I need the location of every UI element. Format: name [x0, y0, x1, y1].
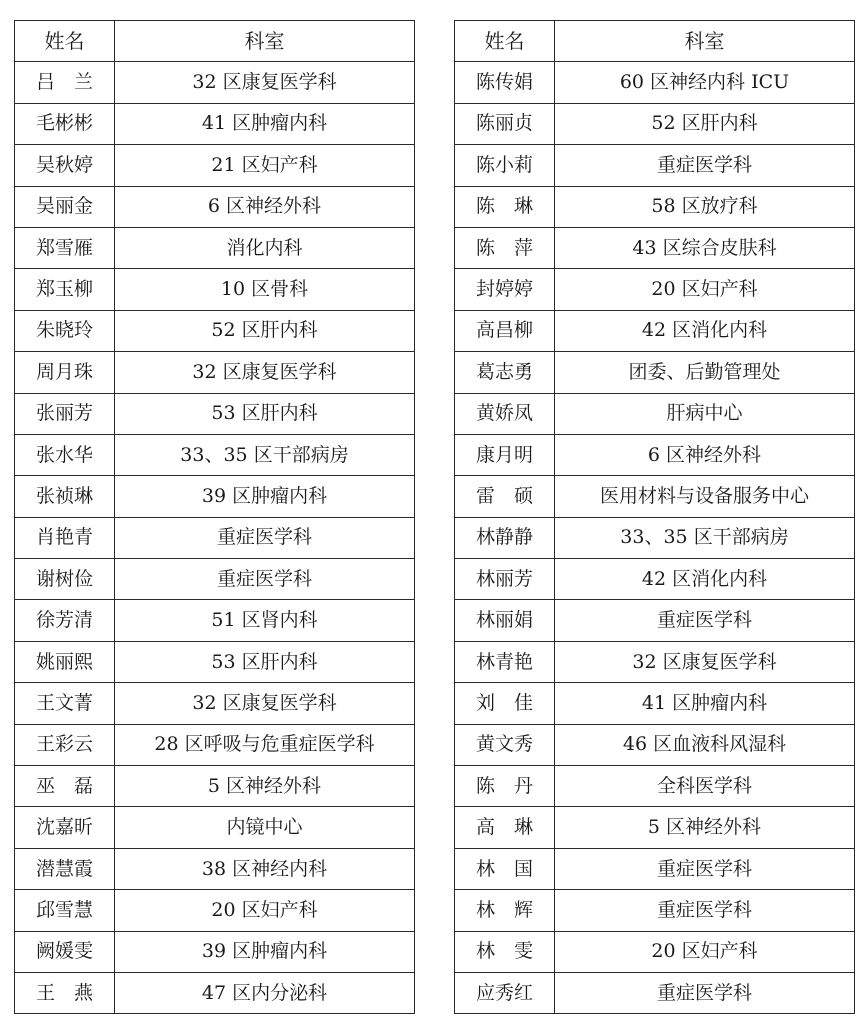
department-cell: 全科医学科 — [555, 766, 855, 807]
name-cell: 雷 硕 — [455, 476, 555, 517]
department-cell: 39 区肿瘤内科 — [115, 476, 415, 517]
table-row — [455, 434, 855, 475]
name-cell: 高昌柳 — [455, 310, 555, 351]
department-cell: 6 区神经外科 — [555, 434, 855, 475]
table-row — [455, 641, 855, 682]
department-cell: 5 区神经外科 — [555, 807, 855, 848]
table-row — [455, 352, 855, 393]
name-cell: 陈传娟 — [455, 62, 555, 103]
header-row — [15, 21, 415, 62]
column-header-name: 姓名 — [455, 21, 555, 62]
name-cell: 吕 兰 — [15, 62, 115, 103]
column-header-name: 姓名 — [15, 21, 115, 62]
department-cell: 52 区肝内科 — [555, 103, 855, 144]
name-cell: 陈 丹 — [455, 766, 555, 807]
department-cell: 41 区肿瘤内科 — [555, 683, 855, 724]
table-row — [455, 600, 855, 641]
department-cell: 39 区肿瘤内科 — [115, 931, 415, 972]
name-cell: 林丽芳 — [455, 559, 555, 600]
table-row — [455, 62, 855, 103]
table-row — [455, 393, 855, 434]
name-cell: 吴秋婷 — [15, 145, 115, 186]
table-row — [15, 393, 415, 434]
department-cell: 53 区肝内科 — [115, 641, 415, 682]
roster-table-right — [454, 20, 855, 1014]
department-cell: 52 区肝内科 — [115, 310, 415, 351]
table-row — [455, 103, 855, 144]
name-cell: 陈 琳 — [455, 186, 555, 227]
table-row — [15, 434, 415, 475]
name-cell: 林青艳 — [455, 641, 555, 682]
department-cell: 20 区妇产科 — [555, 931, 855, 972]
department-cell: 重症医学科 — [555, 972, 855, 1013]
department-cell: 32 区康复医学科 — [115, 62, 415, 103]
table-row — [15, 310, 415, 351]
department-cell: 32 区康复医学科 — [115, 352, 415, 393]
name-cell: 沈嘉昕 — [15, 807, 115, 848]
department-cell: 重症医学科 — [555, 600, 855, 641]
roster-body-left — [15, 62, 415, 1014]
department-cell: 10 区骨科 — [115, 269, 415, 310]
department-cell: 38 区神经内科 — [115, 848, 415, 889]
department-cell: 重症医学科 — [555, 890, 855, 931]
department-cell: 20 区妇产科 — [555, 269, 855, 310]
table-row — [15, 683, 415, 724]
department-cell: 28 区呼吸与危重症医学科 — [115, 724, 415, 765]
name-cell: 刘 佳 — [455, 683, 555, 724]
name-cell: 王彩云 — [15, 724, 115, 765]
department-cell: 41 区肿瘤内科 — [115, 103, 415, 144]
name-cell: 林 辉 — [455, 890, 555, 931]
table-row — [455, 766, 855, 807]
table-row — [455, 145, 855, 186]
name-cell: 林 雯 — [455, 931, 555, 972]
department-cell: 6 区神经外科 — [115, 186, 415, 227]
table-row — [15, 641, 415, 682]
table-row — [455, 683, 855, 724]
name-cell: 葛志勇 — [455, 352, 555, 393]
table-row — [455, 227, 855, 268]
name-cell: 徐芳清 — [15, 600, 115, 641]
name-cell: 姚丽熙 — [15, 641, 115, 682]
name-cell: 黄文秀 — [455, 724, 555, 765]
table-row — [15, 227, 415, 268]
table-row — [455, 931, 855, 972]
name-cell: 陈丽贞 — [455, 103, 555, 144]
table-row — [15, 766, 415, 807]
table-row — [455, 517, 855, 558]
table-row — [15, 62, 415, 103]
name-cell: 陈小莉 — [455, 145, 555, 186]
roster-table-left — [14, 20, 415, 1014]
department-cell: 5 区神经外科 — [115, 766, 415, 807]
department-cell: 60 区神经内科 ICU — [555, 62, 855, 103]
department-cell: 32 区康复医学科 — [555, 641, 855, 682]
table-row — [15, 807, 415, 848]
name-cell: 陈 萍 — [455, 227, 555, 268]
name-cell: 黄娇凤 — [455, 393, 555, 434]
department-cell: 46 区血液科风湿科 — [555, 724, 855, 765]
table-row — [455, 310, 855, 351]
table-row — [15, 559, 415, 600]
department-cell: 33、35 区干部病房 — [115, 434, 415, 475]
table-row — [455, 807, 855, 848]
table-row — [455, 972, 855, 1013]
name-cell: 王 燕 — [15, 972, 115, 1013]
name-cell: 郑雪雁 — [15, 227, 115, 268]
name-cell: 康月明 — [455, 434, 555, 475]
department-cell: 肝病中心 — [555, 393, 855, 434]
name-cell: 林 国 — [455, 848, 555, 889]
table-row — [455, 724, 855, 765]
table-row — [15, 145, 415, 186]
department-cell: 重症医学科 — [115, 559, 415, 600]
name-cell: 封婷婷 — [455, 269, 555, 310]
name-cell: 王文菁 — [15, 683, 115, 724]
table-row — [15, 972, 415, 1013]
department-cell: 47 区内分泌科 — [115, 972, 415, 1013]
table-row — [15, 890, 415, 931]
name-cell: 朱晓玲 — [15, 310, 115, 351]
department-cell: 58 区放疗科 — [555, 186, 855, 227]
table-row — [15, 848, 415, 889]
name-cell: 林丽娟 — [455, 600, 555, 641]
department-cell: 51 区肾内科 — [115, 600, 415, 641]
table-row — [455, 269, 855, 310]
table-row — [455, 848, 855, 889]
department-cell: 42 区消化内科 — [555, 310, 855, 351]
header-row — [455, 21, 855, 62]
roster-body-right — [455, 62, 855, 1014]
department-cell: 20 区妇产科 — [115, 890, 415, 931]
name-cell: 邱雪慧 — [15, 890, 115, 931]
column-header-department: 科室 — [555, 21, 855, 62]
department-cell: 内镜中心 — [115, 807, 415, 848]
table-row — [455, 186, 855, 227]
table-row — [455, 890, 855, 931]
department-cell: 53 区肝内科 — [115, 393, 415, 434]
table-row — [455, 559, 855, 600]
department-cell: 21 区妇产科 — [115, 145, 415, 186]
name-cell: 巫 磊 — [15, 766, 115, 807]
table-row — [15, 517, 415, 558]
table-row — [15, 476, 415, 517]
department-cell: 消化内科 — [115, 227, 415, 268]
name-cell: 高 琳 — [455, 807, 555, 848]
name-cell: 林静静 — [455, 517, 555, 558]
department-cell: 重症医学科 — [115, 517, 415, 558]
table-row — [15, 352, 415, 393]
department-cell: 32 区康复医学科 — [115, 683, 415, 724]
name-cell: 谢树俭 — [15, 559, 115, 600]
name-cell: 郑玉柳 — [15, 269, 115, 310]
column-header-department: 科室 — [115, 21, 415, 62]
table-row — [15, 103, 415, 144]
table-row — [15, 269, 415, 310]
department-cell: 重症医学科 — [555, 145, 855, 186]
name-cell: 张水华 — [15, 434, 115, 475]
department-cell: 42 区消化内科 — [555, 559, 855, 600]
name-cell: 肖艳青 — [15, 517, 115, 558]
department-cell: 43 区综合皮肤科 — [555, 227, 855, 268]
name-cell: 周月珠 — [15, 352, 115, 393]
name-cell: 张丽芳 — [15, 393, 115, 434]
name-cell: 潜慧霞 — [15, 848, 115, 889]
name-cell: 吴丽金 — [15, 186, 115, 227]
department-cell: 33、35 区干部病房 — [555, 517, 855, 558]
table-row — [455, 476, 855, 517]
name-cell: 阙媛雯 — [15, 931, 115, 972]
name-cell: 应秀红 — [455, 972, 555, 1013]
table-row — [15, 186, 415, 227]
department-cell: 医用材料与设备服务中心 — [555, 476, 855, 517]
department-cell: 团委、后勤管理处 — [555, 352, 855, 393]
department-cell: 重症医学科 — [555, 848, 855, 889]
table-row — [15, 600, 415, 641]
name-cell: 毛彬彬 — [15, 103, 115, 144]
table-row — [15, 724, 415, 765]
table-row — [15, 931, 415, 972]
name-cell: 张祯琳 — [15, 476, 115, 517]
